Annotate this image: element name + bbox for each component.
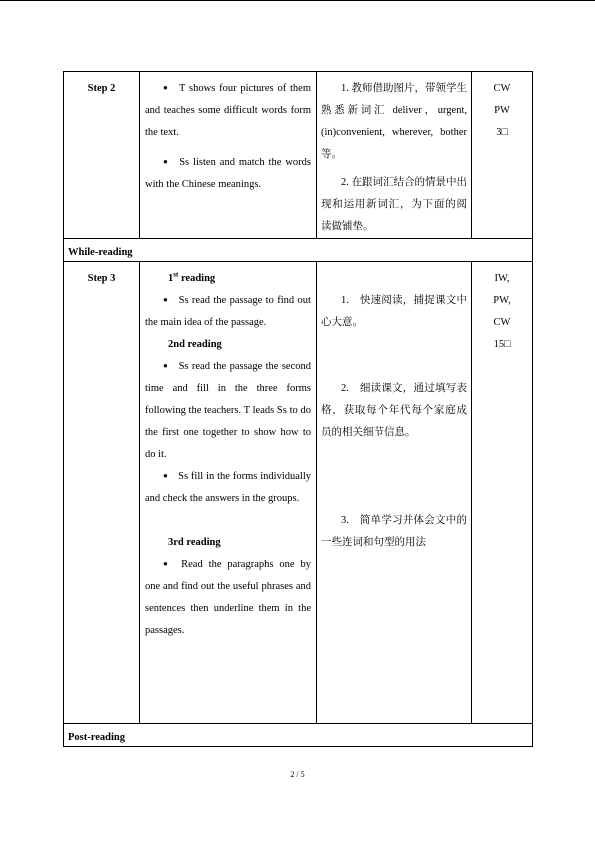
aim-text: 3. 简单学习并体会文中的一些连词和句型的用法: [321, 515, 467, 548]
activity-cell: [140, 262, 317, 724]
form-cell: [472, 72, 533, 239]
aim-text: 2. 细读课文，通过填写表格，获取每个年代每个家庭成员的相关细节信息。: [321, 383, 467, 438]
reading-heading: 2nd reading: [168, 339, 222, 350]
form-text: PW,: [493, 295, 511, 306]
bullet-icon: ●: [163, 361, 169, 370]
aim-cell: [317, 72, 472, 239]
table-row-while-reading: [64, 239, 533, 262]
table-row-step3: [64, 262, 533, 724]
aim-cell: [317, 262, 472, 724]
activity-bullet: ● Ss fill in the forms individually and check the answers in the groups.: [145, 471, 311, 504]
step-label: Step 3: [64, 262, 140, 724]
activity-bullet: ● Read the paragraphs one by one and find out the useful phrases and sentences then underline them in the passages.: [145, 559, 311, 636]
lesson-table: [63, 71, 533, 747]
aim-text: 2. 在跟词汇结合的情景中出现和运用新词汇，为下面的阅读做铺垫。: [321, 177, 467, 232]
bullet-icon: ●: [163, 471, 169, 480]
phase-label: Post-reading: [64, 724, 533, 747]
form-text: CW: [493, 317, 511, 328]
form-text: IW,: [494, 273, 510, 284]
reading-heading: 3rd reading: [168, 537, 221, 548]
bullet-icon: ●: [163, 83, 170, 92]
table-row-step2: [64, 72, 533, 239]
aim-text: 1. 快速阅读，捕捉课文中心大意。: [321, 295, 467, 328]
header-rule: [0, 0, 595, 1]
form-cell: [472, 262, 533, 724]
activity-bullet: ● T shows four pictures of them and teaches some difficult words form the text.: [145, 83, 311, 138]
form-text: 3□: [496, 127, 508, 138]
step-label: Step 2: [64, 72, 140, 239]
reading-heading: 1st reading: [168, 270, 216, 284]
form-text: PW: [494, 105, 510, 116]
activity-cell: [140, 72, 317, 239]
table-row-post-reading: [64, 724, 533, 747]
form-text: CW: [493, 83, 511, 94]
bullet-icon: ●: [163, 559, 172, 568]
activity-bullet: ● Ss listen and match the words with the Chinese meanings.: [145, 157, 312, 190]
form-text: 15□: [493, 339, 511, 350]
bullet-icon: ●: [163, 157, 170, 166]
activity-bullet: ● Ss read the passage to find out the main idea of the passage.: [145, 295, 311, 328]
activity-bullet: ● Ss read the passage the second time and fill in the three forms following the teachers. T leads Ss to do the first one together to show how to do it.: [145, 361, 311, 460]
aim-text: 1. 教师借助图片，带领学生熟悉新词汇 deliver，urgent, (in)convenient, wherever, bother 等。: [321, 83, 467, 160]
phase-label: While-reading: [64, 239, 533, 262]
page-number: 2 / 5: [290, 770, 305, 779]
bullet-icon: ●: [163, 295, 169, 304]
